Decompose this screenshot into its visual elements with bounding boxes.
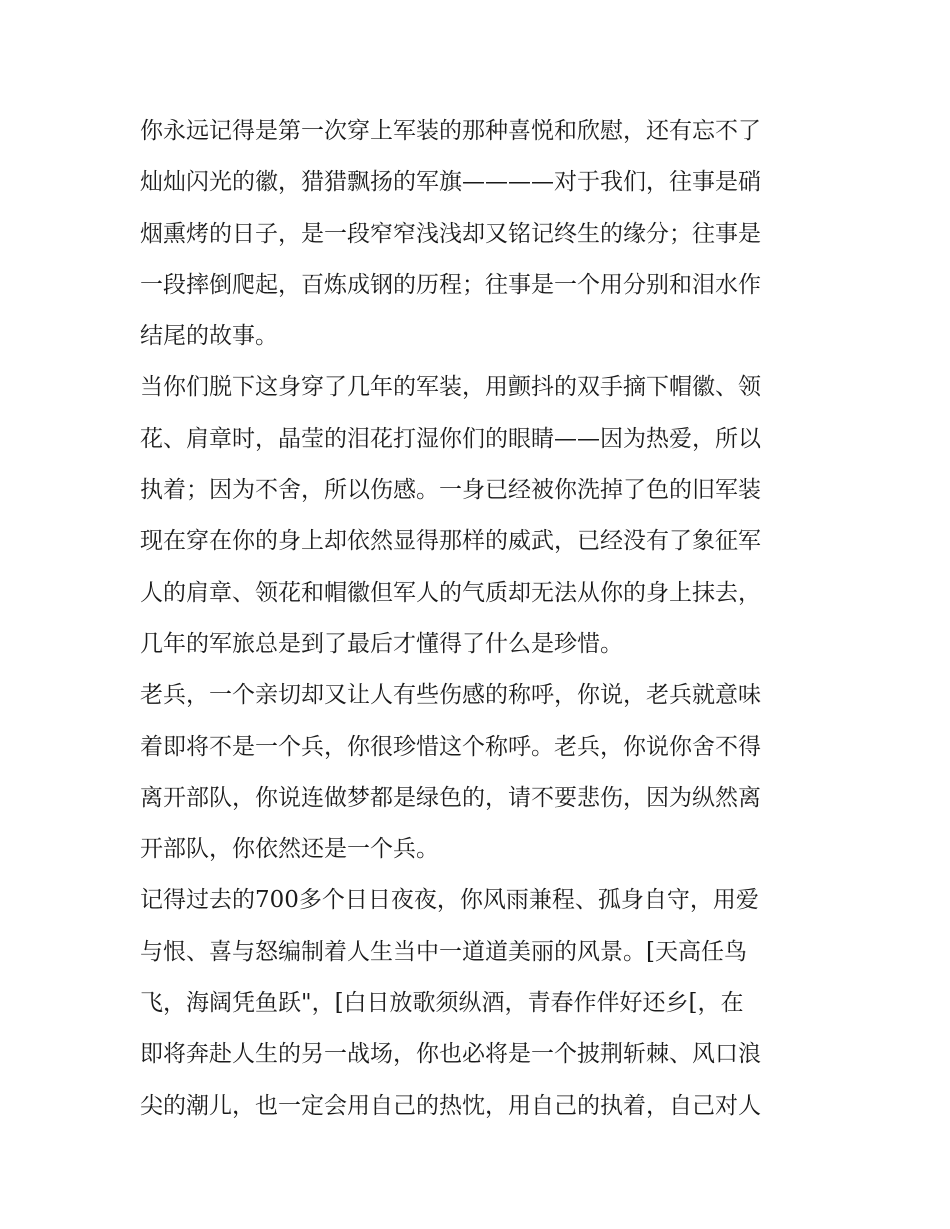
text-line: 着即将不是一个兵，你很珍惜这个称呼。老兵，你说你舍不得 <box>140 733 761 760</box>
text-line: 你永远记得是第一次穿上军装的那种喜悦和欣慰，还有忘不了 <box>140 118 761 144</box>
text-line: 尖的潮儿，也一定会用自己的热忱，用自己的执着，自己对人 <box>140 1092 761 1119</box>
text-line: 烟熏烤的日子，是一段窄窄浅浅却又铭记终生的缘分；往事是 <box>140 220 761 247</box>
text-line: 即将奔赴人生的另一战场，你也必将是一个披荆斩棘、风口浪 <box>140 1041 761 1068</box>
text-line: 现在穿在你的身上却依然显得那样的威武，已经没有了象征军 <box>140 528 761 555</box>
text-line: 灿灿闪光的徽，猎猎飘扬的军旗————对于我们，往事是硝 <box>140 169 761 196</box>
text-line: 离开部队，你说连做梦都是绿色的，请不要悲伤，因为纵然离 <box>140 784 761 811</box>
text-line: 一段摔倒爬起，百炼成钢的历程；往事是一个用分别和泪水作 <box>140 271 761 298</box>
paragraph-3 <box>140 670 820 875</box>
text-line: 记得过去的700多个日日夜夜，你风雨兼程、孤身自守，用爱 <box>140 887 759 914</box>
text-line: 结尾的故事。 <box>140 323 278 350</box>
paragraph-4 <box>140 875 820 1131</box>
paragraph-2 <box>140 362 820 670</box>
text-line: 几年的军旅总是到了最后才懂得了什么是珍惜。 <box>140 630 623 657</box>
text-line: 花、肩章时，晶莹的泪花打湿你们的眼睛——因为热爱，所以 <box>140 425 761 452</box>
text-line: 当你们脱下这身穿了几年的军装，用颤抖的双手摘下帽徽、领 <box>140 374 761 401</box>
text-line: 老兵，一个亲切却又让人有些伤感的称呼，你说，老兵就意味 <box>140 682 761 709</box>
document-body <box>140 106 820 1132</box>
text-line: 人的肩章、领花和帽徽但军人的气质却无法从你的身上抹去， <box>140 579 761 606</box>
text-line: 开部队，你依然还是一个兵。 <box>140 836 439 863</box>
text-line: 飞，海阔凭鱼跃"，[白日放歌须纵酒，青春作伴好还乡[，在 <box>140 990 744 1017</box>
text-line: 与恨、喜与怒编制着人生当中一道道美丽的风景。[天高任鸟 <box>140 938 747 965</box>
text-line: 执着；因为不舍，所以伤感。一身已经被你洗掉了色的旧军装 <box>140 477 761 504</box>
paragraph-1 <box>140 106 820 362</box>
